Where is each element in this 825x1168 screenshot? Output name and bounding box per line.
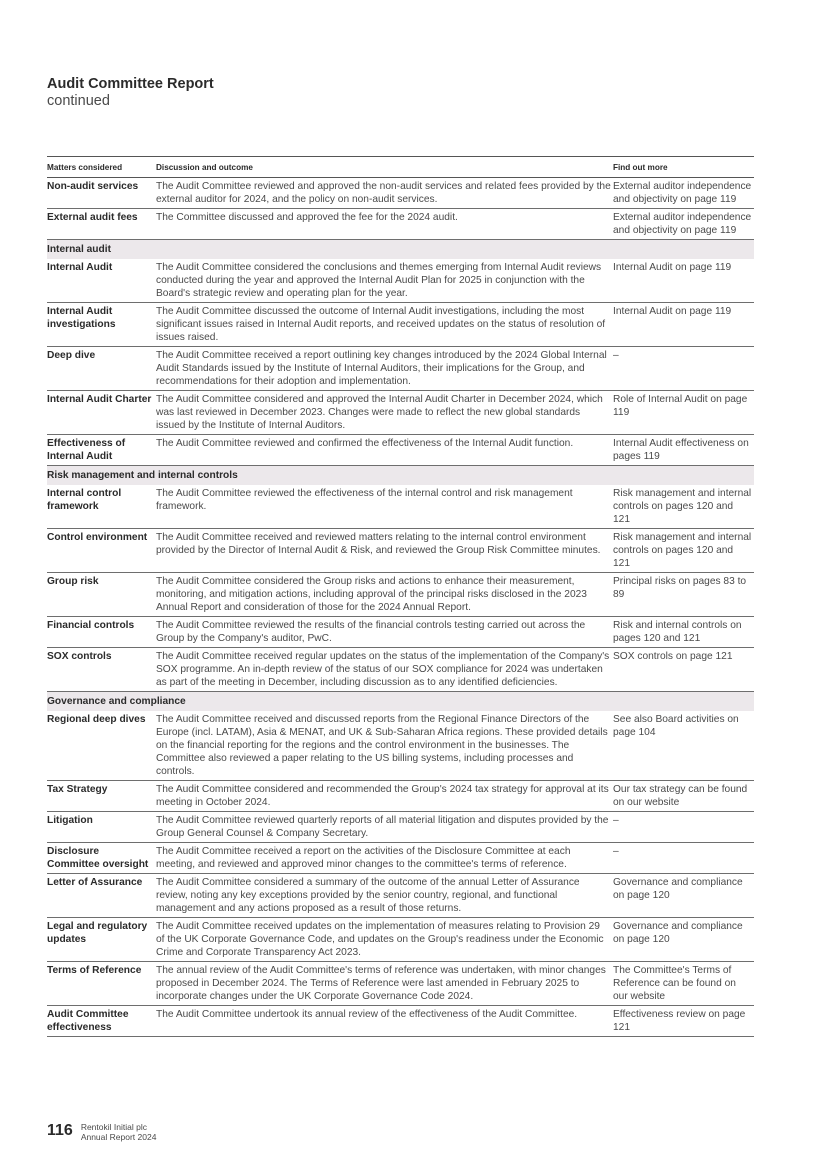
page-title: Audit Committee Report [47,76,214,92]
matter-cell: Control environment [47,529,156,573]
discussion-cell: The Audit Committee received updates on the implementation of measures relating to Provision 29 of the UK Corporate Governance Code, and updates on the Group's readiness under the Economic Crime and Corporate Transparency Act 2023. [156,918,613,962]
table-row [47,812,754,843]
find-out-more-cell: Internal Audit effectiveness on pages 119 [613,435,754,466]
find-out-more-cell: External auditor independence and objectivity on page 119 [613,209,754,240]
find-out-more-cell: Internal Audit on page 119 [613,303,754,347]
section-header-row [47,466,754,486]
find-out-more-cell: SOX controls on page 121 [613,648,754,692]
table-row [47,617,754,648]
find-out-more-cell: Governance and compliance on page 120 [613,918,754,962]
table-row [47,962,754,1006]
matter-cell: Internal Audit Charter [47,391,156,435]
section-header-row [47,692,754,712]
matter-cell: Audit Committee effectiveness [47,1006,156,1037]
discussion-cell: The Audit Committee discussed the outcome of Internal Audit investigations, including the most significant issues raised in Internal Audit reports, and received updates on the status of resolution of issues raised. [156,303,613,347]
matters-table-container [47,156,754,1037]
discussion-cell: The Audit Committee received and discussed reports from the Regional Finance Directors of the Europe (incl. LATAM), Asia & MENAT, and UK & Sub-Saharan Africa regions. These provided details on the financial reporting for the regions and the control environment in the businesses. The Committee also reviewed a paper relating to the US billing systems, including processes and controls. [156,711,613,781]
find-out-more-cell: Role of Internal Audit on page 119 [613,391,754,435]
matter-cell: Disclosure Committee oversight [47,843,156,874]
discussion-cell: The Audit Committee undertook its annual review of the effectiveness of the Audit Committee. [156,1006,613,1037]
matter-cell: SOX controls [47,648,156,692]
footer-text [81,1122,157,1142]
find-out-more-cell: – [613,347,754,391]
table-row [47,529,754,573]
table-row [47,781,754,812]
find-out-more-cell: Internal Audit on page 119 [613,259,754,303]
matter-cell: Regional deep dives [47,711,156,781]
matter-cell: Letter of Assurance [47,874,156,918]
page-subtitle: continued [47,93,110,109]
find-out-more-cell: Risk management and internal controls on pages 120 and 121 [613,529,754,573]
report-name: Annual Report 2024 [80,1132,157,1142]
matter-cell: Deep dive [47,347,156,391]
discussion-cell: The Audit Committee considered the Group risks and actions to enhance their measurement, monitoring, and mitigation actions, including approval of the principal risks disclosed in the 2023 Annual Report and consideration of those for the 2024 Annual Report. [156,573,613,617]
find-out-more-cell: External auditor independence and objectivity on page 119 [613,178,754,209]
matter-cell: Effectiveness of Internal Audit [47,435,156,466]
matter-cell: External audit fees [47,209,156,240]
table-row [47,391,754,435]
matters-table [47,156,754,1037]
page-number: 116 [47,1122,73,1139]
section-label: Risk management and internal controls [47,466,754,486]
discussion-cell: The Audit Committee considered and approved the Internal Audit Charter in December 2024, which was last reviewed in December 2023. Changes were made to reflect the new global standards issued by the Institute of Internal Auditors. [156,391,613,435]
report-header [47,76,214,110]
discussion-cell: The Committee discussed and approved the fee for the 2024 audit. [156,209,613,240]
matter-cell: Internal Audit [47,259,156,303]
matter-cell: Non-audit services [47,178,156,209]
discussion-cell: The Audit Committee reviewed quarterly reports of all material litigation and disputes provided by the Group General Counsel & Company Secretary. [156,812,613,843]
column-header-find-out-more: Find out more [613,157,754,178]
table-row [47,874,754,918]
find-out-more-cell: Effectiveness review on page 121 [613,1006,754,1037]
discussion-cell: The Audit Committee reviewed and confirmed the effectiveness of the Internal Audit function. [156,435,613,466]
find-out-more-cell: Governance and compliance on page 120 [613,874,754,918]
matter-cell: Group risk [47,573,156,617]
table-header-row [47,157,754,178]
find-out-more-cell: Risk and internal controls on pages 120 and 121 [613,617,754,648]
discussion-cell: The Audit Committee received regular updates on the status of the implementation of the Company's SOX programme. An in-depth review of the status of our SOX compliance for 2024 was undertaken as part of the meeting in December, including discussion as to any identified deficiencies. [156,648,613,692]
company-name: Rentokil Initial plc [80,1122,147,1132]
column-header-discussion: Discussion and outcome [156,157,613,178]
discussion-cell: The Audit Committee received a report on the activities of the Disclosure Committee at each meeting, and reviewed and approved minor changes to the committee's terms of reference. [156,843,613,874]
table-row [47,347,754,391]
table-row [47,435,754,466]
discussion-cell: The Audit Committee reviewed and approved the non-audit services and related fees provided by the external auditor for 2024, and the policy on non-audit services. [156,178,613,209]
find-out-more-cell: Our tax strategy can be found on our website [613,781,754,812]
table-row [47,648,754,692]
table-row [47,259,754,303]
discussion-cell: The Audit Committee considered the conclusions and themes emerging from Internal Audit reviews conducted during the year and approved the Internal Audit Plan for 2025 in conjunction with the Board's strategic review and operating plan for the year. [156,259,613,303]
table-body [47,178,754,1037]
matter-cell: Internal Audit investigations [47,303,156,347]
discussion-cell: The Audit Committee reviewed the effectiveness of the internal control and risk management framework. [156,485,613,529]
matter-cell: Terms of Reference [47,962,156,1006]
find-out-more-cell: The Committee's Terms of Reference can be found on our website [613,962,754,1006]
discussion-cell: The annual review of the Audit Committee's terms of reference was undertaken, with minor changes proposed in December 2024. The Terms of Reference were last amended in February 2025 to incorporate changes under the UK Corporate Governance Code 2024. [156,962,613,1006]
table-row [47,1006,754,1037]
table-row [47,209,754,240]
column-header-matters: Matters considered [47,157,156,178]
matter-cell: Financial controls [47,617,156,648]
table-row [47,918,754,962]
discussion-cell: The Audit Committee considered a summary of the outcome of the annual Letter of Assurance review, noting any key exceptions provided by the senior country, regional, and functional management and any actions proposed as a result of those returns. [156,874,613,918]
find-out-more-cell: – [613,812,754,843]
table-row [47,485,754,529]
find-out-more-cell: See also Board activities on page 104 [613,711,754,781]
matter-cell: Internal control framework [47,485,156,529]
find-out-more-cell: – [613,843,754,874]
table-row [47,711,754,781]
section-label: Governance and compliance [47,692,754,712]
discussion-cell: The Audit Committee considered and recommended the Group's 2024 tax strategy for approval at its meeting in October 2024. [156,781,613,812]
section-header-row [47,240,754,260]
section-label: Internal audit [47,240,754,260]
table-row [47,303,754,347]
table-row [47,573,754,617]
find-out-more-cell: Risk management and internal controls on pages 120 and 121 [613,485,754,529]
matter-cell: Legal and regulatory updates [47,918,156,962]
page-footer [47,1122,156,1142]
discussion-cell: The Audit Committee received and reviewed matters relating to the internal control environment provided by the Director of Internal Audit & Risk, and reviewed the Group Risk Committee minutes. [156,529,613,573]
table-row [47,178,754,209]
matter-cell: Litigation [47,812,156,843]
find-out-more-cell: Principal risks on pages 83 to 89 [613,573,754,617]
matter-cell: Tax Strategy [47,781,156,812]
table-row [47,843,754,874]
discussion-cell: The Audit Committee reviewed the results of the financial controls testing carried out across the Group by the Company's auditor, PwC. [156,617,613,648]
discussion-cell: The Audit Committee received a report outlining key changes introduced by the 2024 Global Internal Audit Standards issued by the Institute of Internal Auditors, their implications for the Group, and recommendations for their adoption and implementation. [156,347,613,391]
